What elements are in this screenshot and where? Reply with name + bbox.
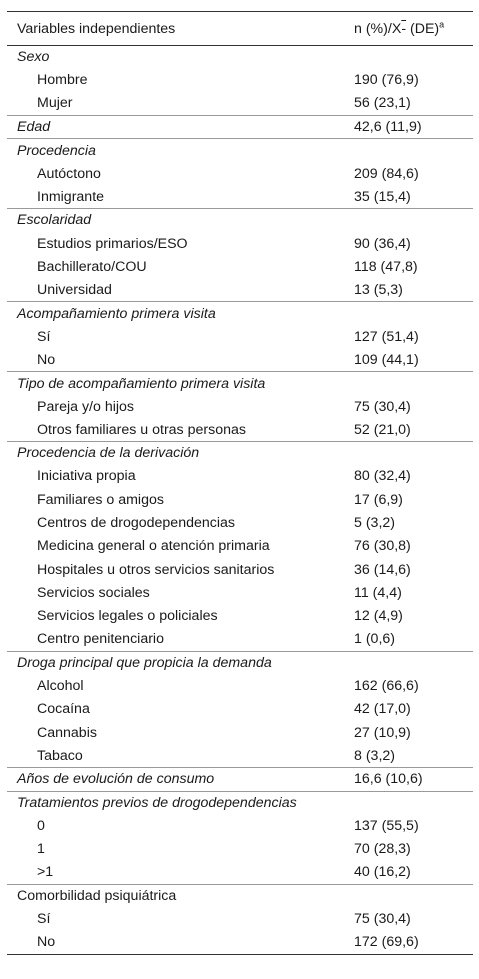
row-value: 162 (66,6) (354, 678, 419, 695)
row-label: Hospitales u otros servicios sanitarios (37, 561, 275, 578)
row-value: 109 (44,1) (354, 351, 419, 368)
section-value (354, 884, 473, 907)
header-values-bar: - (401, 20, 407, 37)
table-row (7, 162, 473, 185)
table-row (7, 838, 473, 861)
row-label: Iniciativa propia (37, 468, 136, 485)
table-row (7, 511, 473, 534)
row-value: 80 (32,4) (354, 468, 411, 485)
section-title: Droga principal que propicia la demanda (7, 651, 354, 674)
table-body (7, 46, 473, 955)
row-label: >1 (37, 864, 54, 881)
section-value: 16,6 (10,6) (354, 768, 473, 791)
header-footnote-marker: a (439, 18, 445, 29)
row-label: Universidad (37, 281, 112, 298)
row-value: 172 (69,6) (354, 931, 473, 954)
row-label: Otros familiares u otras personas (37, 421, 246, 438)
row-value: 56 (23,1) (354, 95, 411, 112)
section-title: Procedencia (7, 139, 354, 162)
section-value (354, 791, 473, 814)
table-row (7, 255, 473, 278)
row-label: Centros de drogodependencias (37, 515, 235, 532)
table-row (7, 605, 473, 628)
row-value: 76 (30,8) (354, 538, 411, 555)
row-value: 36 (14,6) (354, 561, 411, 578)
table-row (7, 92, 473, 115)
row-label: Centro penitenciario (37, 631, 164, 648)
row-label: Inmigrante (37, 188, 105, 205)
section-title: Tratamientos previos de drogodependencias (7, 791, 354, 814)
row-value: 5 (3,2) (354, 515, 396, 532)
section-title: Sexo (17, 49, 50, 66)
section-row (7, 884, 473, 907)
table-row (7, 861, 473, 884)
row-label: Estudios primarios/ESO (37, 235, 188, 252)
row-value: 40 (16,2) (354, 864, 411, 881)
section-row (7, 791, 473, 814)
variables-table-container (7, 0, 473, 955)
row-label: 0 (37, 817, 45, 834)
header-values-prefix: n (%)/X (354, 20, 402, 37)
row-label: Pareja y/o hijos (37, 398, 134, 415)
table-row (7, 418, 473, 441)
row-label: Familiares o amigos (37, 491, 164, 508)
section-title: Procedencia de la derivación (7, 442, 354, 465)
section-value (354, 651, 473, 674)
table-row (7, 278, 473, 301)
table-row (7, 325, 473, 348)
row-label: Tabaco (37, 747, 83, 764)
row-label: Hombre (37, 72, 88, 89)
table-row (7, 395, 473, 418)
table-row (7, 69, 473, 92)
row-label: No (7, 931, 354, 954)
table-row (7, 721, 473, 744)
row-value: 118 (47,8) (354, 258, 418, 275)
header-values-suffix: (DE) (406, 20, 440, 37)
section-value (354, 209, 473, 232)
section-row (7, 46, 473, 69)
section-row (7, 442, 473, 465)
table-row (7, 232, 473, 255)
section-title: Acompañamiento primera visita (7, 302, 354, 325)
table-row (7, 675, 473, 698)
variables-table (7, 11, 473, 955)
row-value: 17 (6,9) (354, 491, 403, 508)
header-variables: Variables independientes (7, 12, 354, 46)
table-row (7, 488, 473, 511)
row-label: Sí (37, 328, 51, 345)
table-row (7, 535, 473, 558)
section-value (354, 46, 473, 69)
section-title: Años de evolución de consumo (7, 768, 354, 791)
table-row (7, 814, 473, 837)
row-label: Medicina general o atención primaria (37, 538, 270, 555)
row-label: Sí (37, 911, 51, 928)
header-row (7, 12, 473, 46)
section-value (354, 442, 473, 465)
row-value: 190 (76,9) (354, 72, 419, 89)
row-label: Cocaína (37, 701, 90, 718)
row-label: Cannabis (37, 724, 97, 741)
row-value: 90 (36,4) (354, 235, 411, 252)
section-row (7, 302, 473, 325)
table-row (7, 465, 473, 488)
row-label: 1 (37, 841, 45, 858)
row-value: 42 (17,0) (354, 701, 411, 718)
table-row (7, 558, 473, 581)
row-label: Servicios sociales (37, 584, 150, 601)
section-row (7, 768, 473, 791)
table-row (7, 698, 473, 721)
row-label: Alcohol (37, 678, 84, 695)
row-value: 13 (5,3) (354, 281, 403, 298)
table-row (7, 185, 473, 208)
table-row (7, 931, 473, 954)
section-row (7, 651, 473, 674)
header-values (354, 12, 473, 46)
row-label: Mujer (37, 95, 73, 112)
section-value: 42,6 (11,9) (354, 115, 473, 138)
table-row (7, 348, 473, 371)
table-row (7, 581, 473, 604)
row-value: 70 (28,3) (354, 841, 411, 858)
section-value (354, 372, 473, 395)
section-row (7, 209, 473, 232)
section-title: Escolaridad (7, 209, 354, 232)
row-label: Autóctono (37, 165, 101, 182)
row-label: Servicios legales o policiales (37, 608, 218, 625)
row-value: 11 (4,4) (354, 584, 402, 601)
section-row (7, 115, 473, 138)
row-value: 52 (21,0) (354, 421, 411, 438)
row-value: 75 (30,4) (354, 398, 411, 415)
row-value: 137 (55,5) (354, 817, 419, 834)
row-value: 35 (15,4) (354, 188, 411, 205)
section-title: Tipo de acompañamiento primera visita (7, 372, 354, 395)
row-value: 27 (10,9) (354, 724, 411, 741)
table-row (7, 628, 473, 651)
row-value: 127 (51,4) (354, 328, 419, 345)
row-label: No (37, 351, 56, 368)
row-label: Bachillerato/COU (37, 258, 147, 275)
row-value: 8 (3,2) (354, 747, 396, 764)
row-value: 209 (84,6) (354, 165, 419, 182)
table-row (7, 744, 473, 767)
table-header (7, 12, 473, 46)
section-value (354, 302, 473, 325)
section-title: Comorbilidad psiquiátrica (7, 884, 354, 907)
section-title: Edad (7, 115, 354, 138)
section-row (7, 372, 473, 395)
row-value: 75 (30,4) (354, 911, 411, 928)
row-value: 1 (0,6) (354, 631, 396, 648)
row-value: 12 (4,9) (354, 608, 403, 625)
section-row (7, 139, 473, 162)
section-value (354, 139, 473, 162)
table-row (7, 907, 473, 930)
